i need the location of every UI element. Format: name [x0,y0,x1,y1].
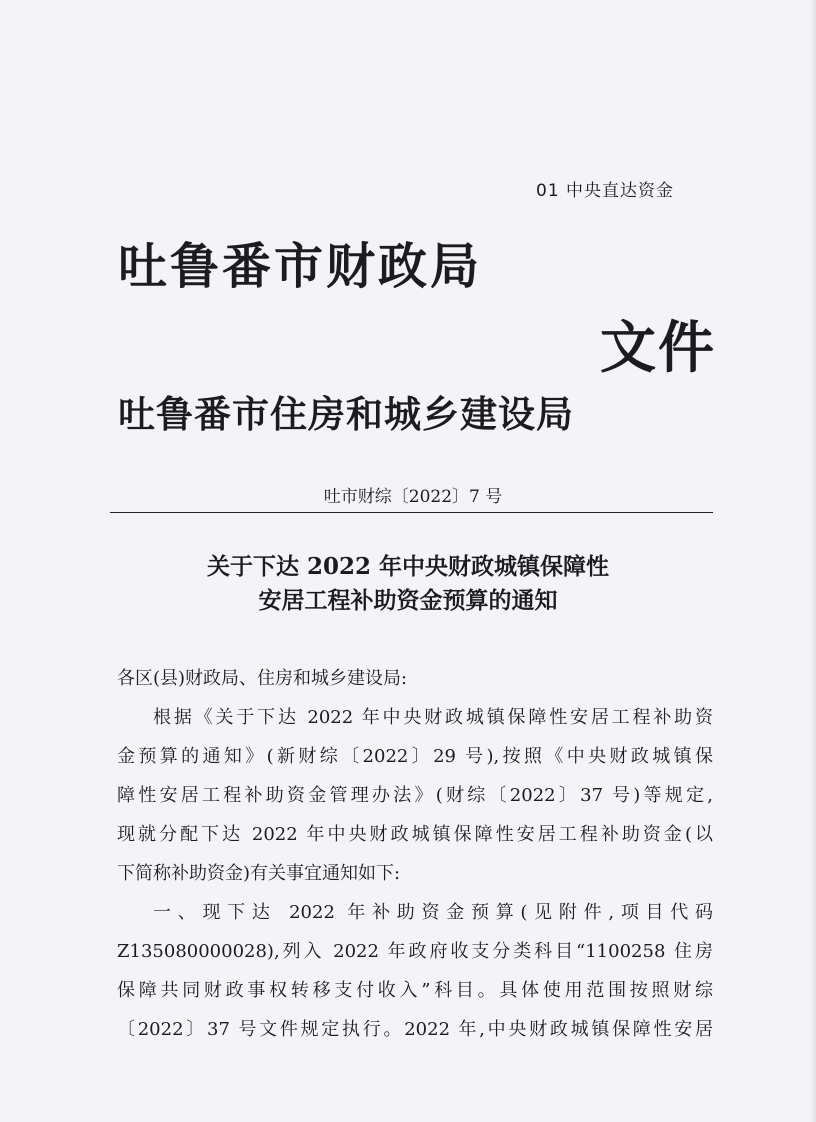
addressee: 各区(县)财政局、住房和城乡建设局: [117,668,408,689]
document-title-line-2: 安居工程补助资金预算的通知 [258,587,558,614]
body-line: 下简称补助资金)有关事宜通知如下: [117,863,401,884]
header-divider [110,512,713,513]
body-line: 〔2022〕37 号文件规定执行。2022 年,中央财政城镇保障性安居 [117,1019,713,1040]
body-line: 一、现下达 2022 年补助资金预算(见附件,项目代码 [153,902,713,923]
body-line: 金预算的通知》(新财综〔2022〕29 号),按照《中央财政城镇保 [117,746,713,767]
body-line: 障性安居工程补助资金管理办法》(财综〔2022〕37 号)等规定, [117,785,713,806]
issuer-finance-bureau: 吐鲁番市财政局 [118,238,483,295]
scan-edge-shadow [810,0,816,1122]
body-line: 保障共同财政事权转移支付收入”科目。具体使用范围按照财综 [117,980,713,1001]
body-line: Z135080000028),列入 2022 年政府收支分类科目“1100258 住房 [117,941,713,962]
body-line: 根据《关于下达 2022 年中央财政城镇保障性安居工程补助资 [153,707,713,728]
document-word: 文件 [600,316,716,381]
body-line: 现就分配下达 2022 年中央财政城镇保障性安居工程补助资金(以 [117,824,713,845]
issuer-housing-bureau: 吐鲁番市住房和城乡建设局 [118,393,574,436]
category-tag: 01 中央直达资金 [536,181,675,201]
document-number: 吐市财综〔2022〕7 号 [323,487,503,507]
document-title-line-1: 关于下达 2022 年中央财政城镇保障性 [206,553,610,580]
